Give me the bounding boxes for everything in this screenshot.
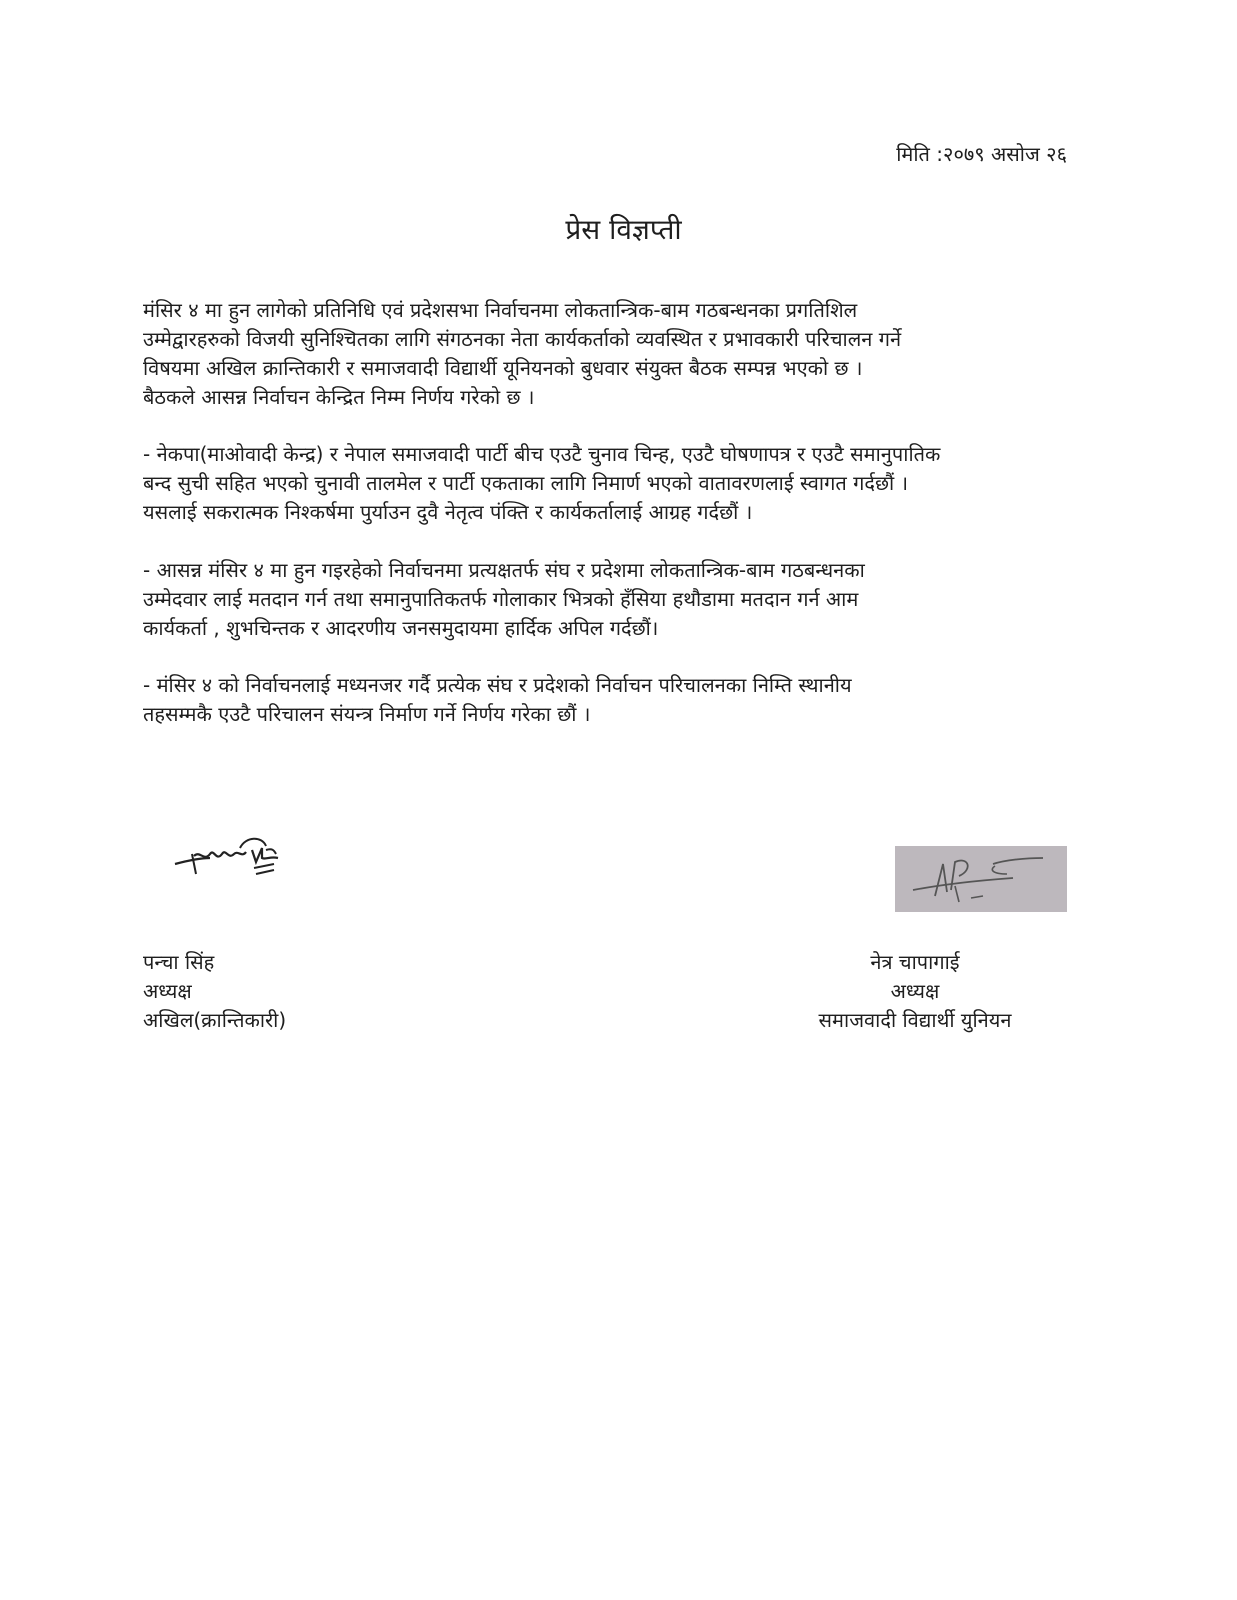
signatory-position: अध्यक्ष [143, 979, 192, 1003]
intro-paragraph [143, 296, 1083, 412]
decision-line: - नेकपा(माओवादी केन्द्र) र नेपाल समाजवादी पार्टी बीच एउटै चुनाव चिन्ह, एउटै घोषणापत्र र एउटै समानुपातिक [143, 442, 941, 466]
decision-item-3 [143, 671, 1083, 729]
decision-line: यसलाई सकरात्मक निश्कर्षमा पुर्याउन दुवै नेतृत्व पंक्ति र कार्यकर्तालाई आग्रह गर्दछौं । [143, 500, 753, 524]
decision-line: - आसन्न मंसिर ४ मा हुन गइरहेको निर्वाचनमा प्रत्यक्षतर्फ संघ र प्रदेशमा लोकतान्त्रिक-बाम गठबन्धनका [143, 558, 865, 582]
signature-right-image [895, 846, 1067, 912]
decision-line: - मंसिर ४ को निर्वाचनलाई मध्यनजर गर्दै प्रत्येक संघ र प्रदेशको निर्वाचन परिचालनका निम्ति स्थानीय [143, 673, 852, 697]
document-date: मिति :२०७९ असोज २६ [896, 142, 1067, 166]
decision-line: कार्यकर्ता , शुभचिन्तक र आदरणीय जनसमुदायमा हार्दिक अपिल गर्दछौं। [143, 616, 659, 640]
signatory-right [790, 948, 1040, 1035]
signatory-organization: अखिल(क्रान्तिकारी) [143, 1008, 287, 1032]
signatory-left [143, 948, 286, 1035]
decision-line: उम्मेदवार लाई मतदान गर्न तथा समानुपातिकतर्फ गोलाकार भित्रको हँसिया हथौडामा मतदान गर्न आम [143, 587, 859, 611]
document-title: प्रेस विज्ञप्ती [565, 213, 682, 246]
intro-line: बैठकले आसन्न निर्वाचन केन्द्रित निम्म निर्णय गरेको छ । [143, 385, 535, 409]
signatory-name: पन्चा सिंह [143, 950, 215, 974]
signatory-position: अध्यक्ष [890, 979, 940, 1003]
decision-line: बन्द सुची सहित भएको चुनावी तालमेल र पार्टी एकताका लागि निमार्ण भएको वातावरणलाई स्वागत गर्दछौं । [143, 471, 909, 495]
signatory-organization: समाजवादी विद्यार्थी युनियन [818, 1008, 1012, 1032]
intro-line: उम्मेद्वारहरुको विजयी सुनिश्चितका लागि संगठनका नेता कार्यकर्ताको व्यवस्थित र प्रभावकारी परिचालन गर्ने [143, 327, 902, 351]
signatory-name: नेत्र चापागाई [870, 950, 960, 974]
signature-right-strokes [895, 846, 1067, 912]
decision-item-1 [143, 440, 1083, 527]
decision-line: तहसम्मकै एउटै परिचालन संयन्त्र निर्माण गर्ने निर्णय गरेका छौं । [143, 702, 591, 726]
intro-line: विषयमा अखिल क्रान्तिकारी र समाजवादी विद्यार्थी यूनियनको बुधवार संयुक्त बैठक सम्पन्न भएको छ । [143, 356, 863, 380]
decision-item-2 [143, 556, 1083, 643]
signature-left-image [170, 828, 290, 878]
intro-line: मंसिर ४ मा हुन लागेको प्रतिनिधि एवं प्रदेशसभा निर्वाचनमा लोकतान्त्रिक-बाम गठबन्धनका प्रगतिशिल [143, 298, 858, 322]
